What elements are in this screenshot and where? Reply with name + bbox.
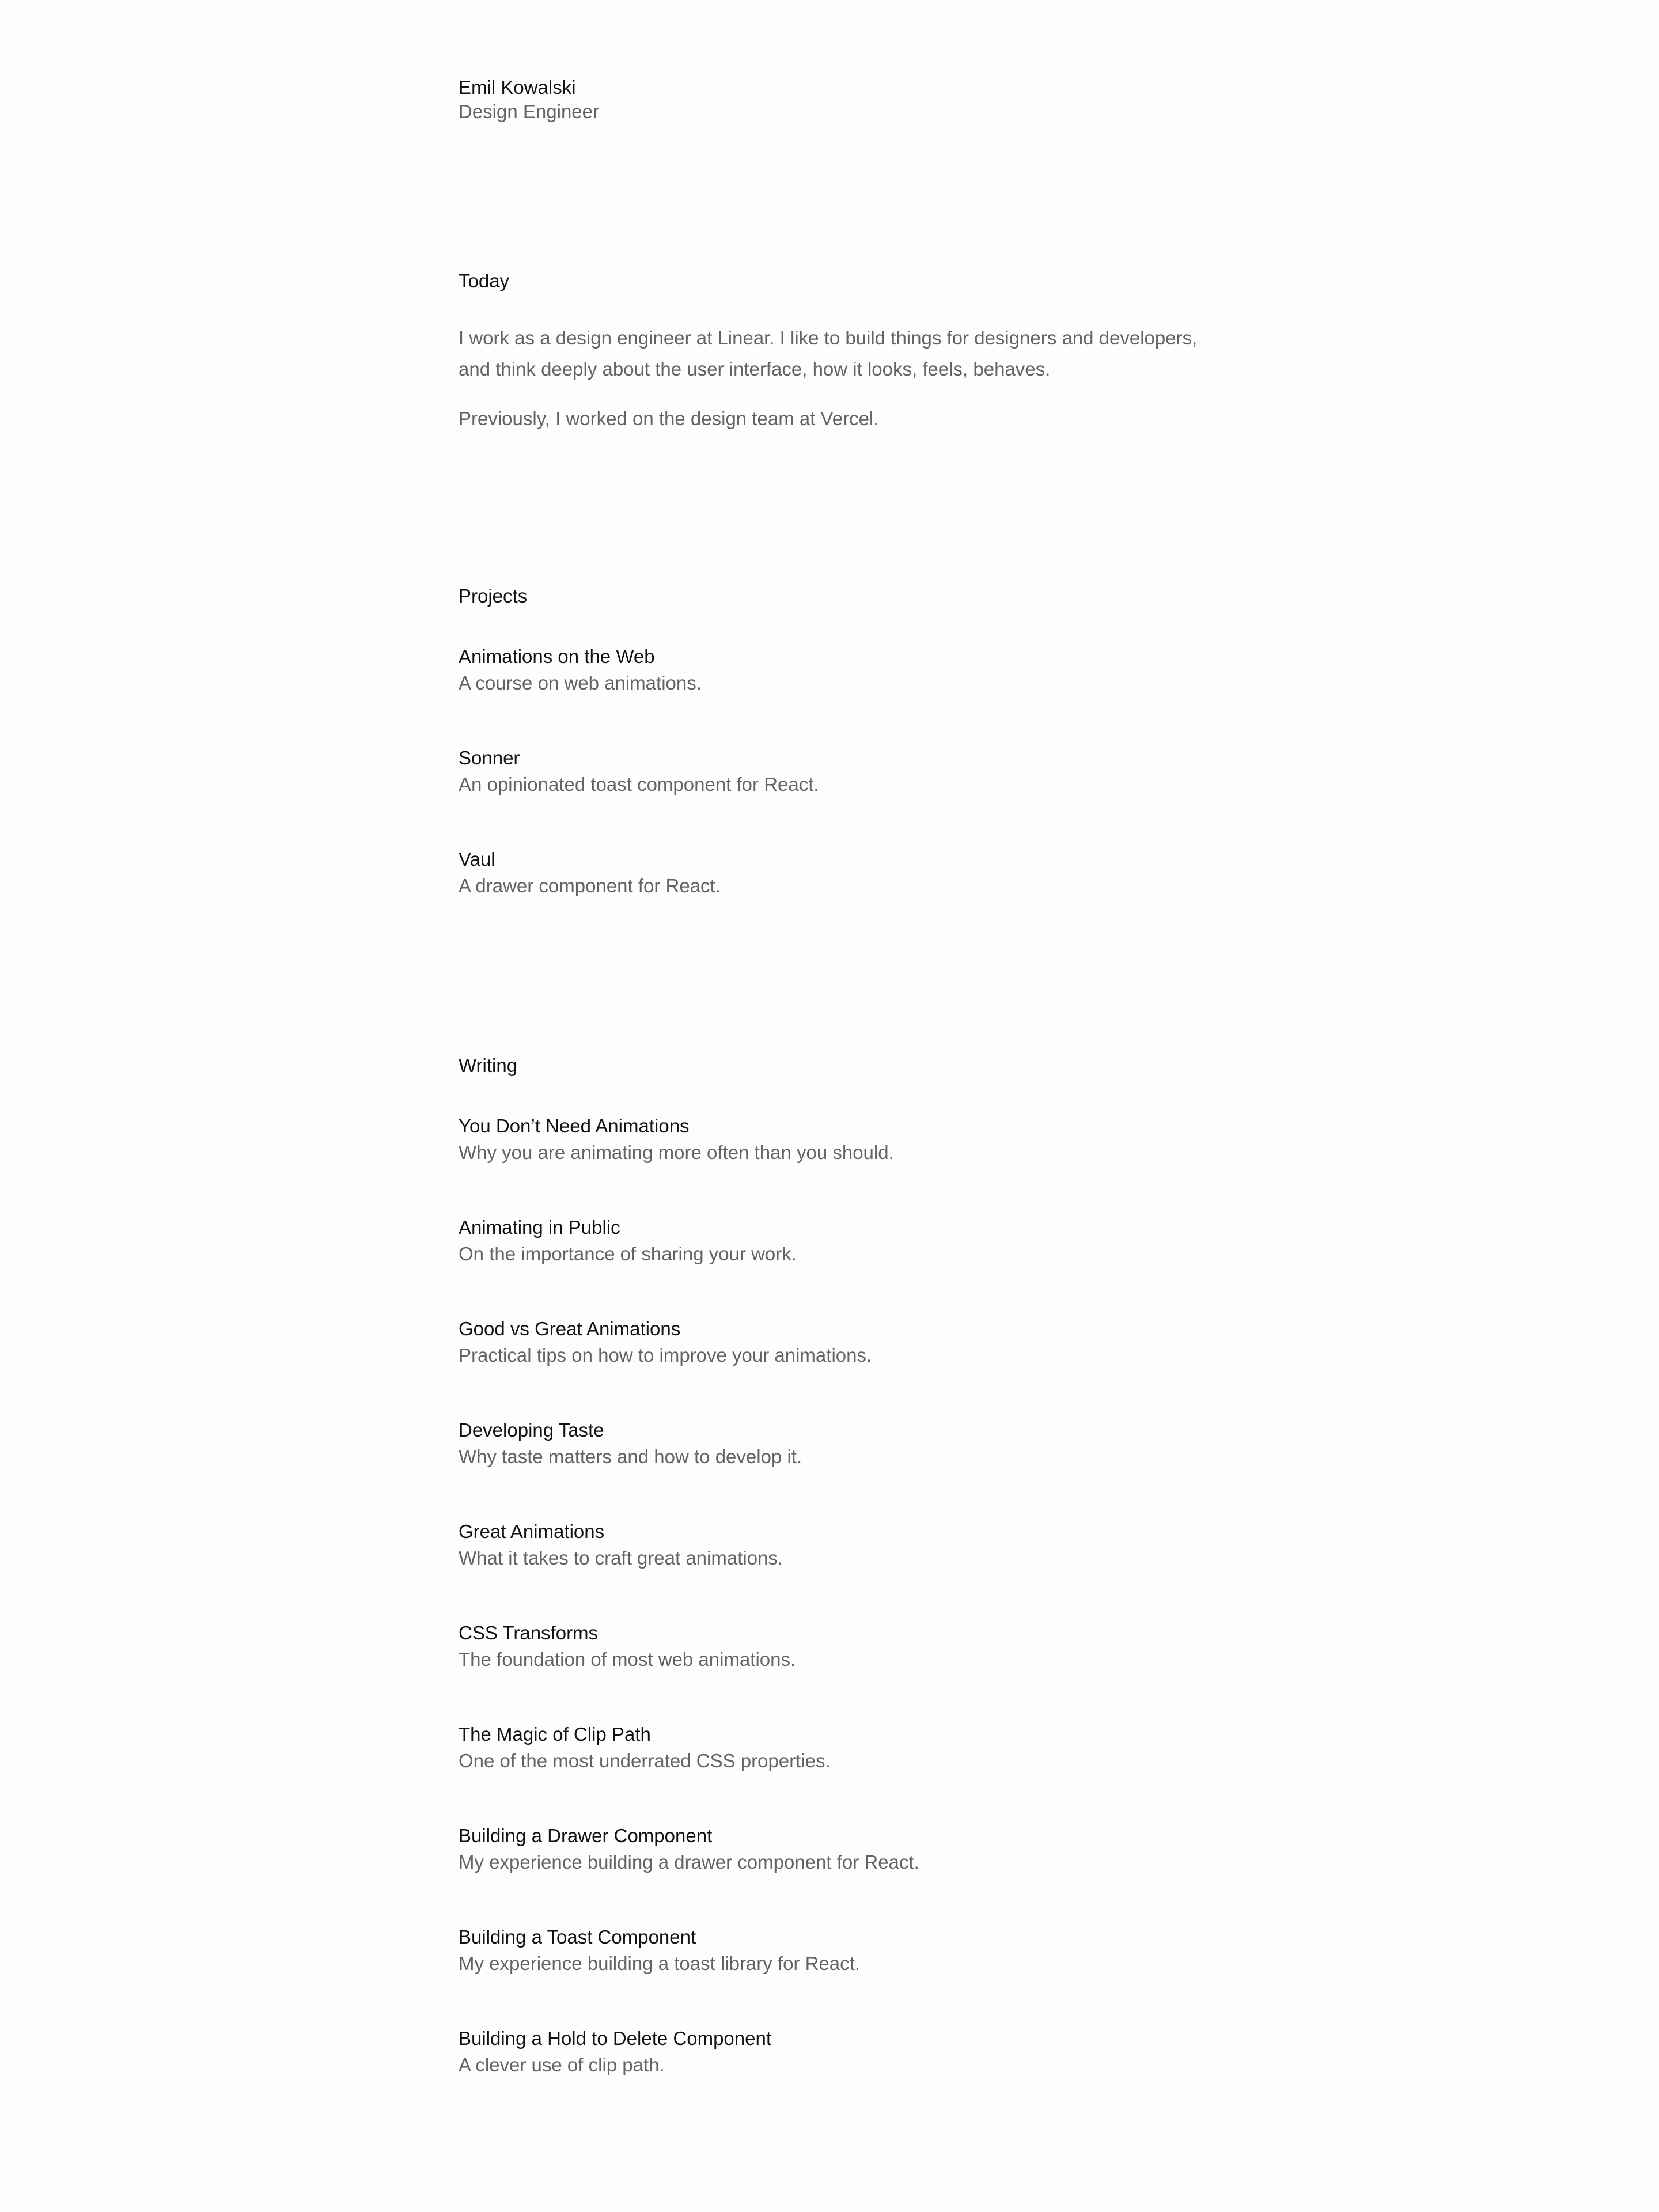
writing-link[interactable] (459, 1418, 919, 1471)
projects-list (459, 644, 819, 948)
project-link[interactable] (459, 847, 819, 900)
project-link[interactable] (459, 644, 819, 697)
writing-item[interactable] (459, 1620, 919, 1722)
writing-description: What it takes to craft great animations. (459, 1547, 783, 1569)
writing-link[interactable] (459, 2026, 919, 2079)
writing-title: The Magic of Clip Path (459, 1724, 651, 1745)
author-name[interactable]: Emil Kowalski (459, 77, 576, 98)
writing-title: Developing Taste (459, 1419, 604, 1441)
writing-link[interactable] (459, 1215, 919, 1268)
project-title: Vaul (459, 849, 495, 870)
project-item[interactable] (459, 847, 819, 948)
writing-title: Great Animations (459, 1521, 605, 1542)
project-title: Animations on the Web (459, 646, 655, 667)
writing-link[interactable] (459, 1519, 919, 1572)
writing-title: You Don’t Need Animations (459, 1115, 690, 1137)
writing-link[interactable] (459, 1722, 919, 1775)
writing-description: Why taste matters and how to develop it. (459, 1446, 802, 1467)
writing-title: Good vs Great Animations (459, 1318, 681, 1339)
writing-title: Animating in Public (459, 1217, 620, 1238)
writing-description: My experience building a toast library for React. (459, 1953, 860, 1974)
writing-link[interactable] (459, 1316, 919, 1369)
project-item[interactable] (459, 745, 819, 847)
site-header (459, 74, 599, 126)
projects-heading: Projects (459, 585, 528, 607)
author-role: Design Engineer (459, 101, 599, 122)
writing-link[interactable] (459, 1823, 919, 1876)
today-body (459, 323, 1207, 434)
writing-item[interactable] (459, 1722, 919, 1823)
writing-description: The foundation of most web animations. (459, 1649, 796, 1670)
writing-description: My experience building a drawer component for React. (459, 1851, 919, 1873)
today-heading: Today (459, 270, 510, 291)
writing-link[interactable] (459, 1925, 919, 1978)
writing-description: A clever use of clip path. (459, 2054, 665, 2075)
today-paragraph: Previously, I worked on the design team at Vercel. (459, 408, 879, 429)
project-description: A drawer component for React. (459, 875, 721, 896)
writing-heading: Writing (459, 1055, 518, 1076)
writing-item[interactable] (459, 1823, 919, 1925)
writing-description: One of the most underrated CSS properties. (459, 1750, 831, 1771)
writing-item[interactable] (459, 1215, 919, 1316)
project-description: An opinionated toast component for React. (459, 774, 819, 795)
project-link[interactable] (459, 745, 819, 798)
writing-link[interactable] (459, 1620, 919, 1673)
writing-title: CSS Transforms (459, 1622, 599, 1643)
writing-list (459, 1113, 919, 2127)
writing-item[interactable] (459, 1113, 919, 1215)
project-title: Sonner (459, 747, 520, 768)
writing-title: Building a Toast Component (459, 1926, 696, 1948)
writing-item[interactable] (459, 1925, 919, 2026)
writing-item[interactable] (459, 2026, 919, 2127)
writing-description: Why you are animating more often than you should. (459, 1142, 894, 1163)
today-paragraph: I work as a design engineer at Linear. I like to build things for designers and developers, and think deeply about the user interface, how it looks, feels, behaves. (459, 327, 1198, 380)
writing-description: Practical tips on how to improve your animations. (459, 1344, 872, 1366)
writing-title: Building a Hold to Delete Component (459, 2028, 772, 2049)
writing-item[interactable] (459, 1316, 919, 1418)
project-description: A course on web animations. (459, 672, 702, 694)
writing-title: Building a Drawer Component (459, 1825, 713, 1846)
writing-item[interactable] (459, 1418, 919, 1519)
writing-link[interactable] (459, 1113, 919, 1166)
writing-item[interactable] (459, 1519, 919, 1620)
writing-description: On the importance of sharing your work. (459, 1243, 797, 1264)
project-item[interactable] (459, 644, 819, 745)
